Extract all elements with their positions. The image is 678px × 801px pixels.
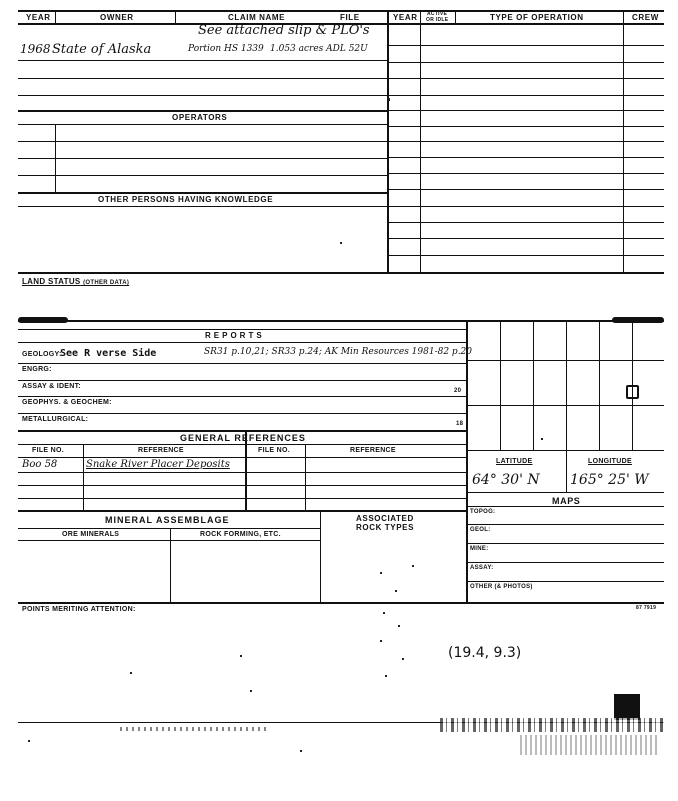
- header-file: FILE: [340, 13, 360, 22]
- maps-geol-label: GEOL:: [470, 527, 491, 533]
- maps-mine-label: MINE:: [470, 546, 489, 552]
- scan-noise-band-3: [520, 735, 660, 755]
- ref-reference-header-2: REFERENCE: [350, 447, 396, 454]
- ref-file-no-header: FILE NO.: [32, 447, 64, 454]
- rock-forming-header: ROCK FORMING, ETC.: [200, 531, 281, 538]
- owner-name: State of Alaska: [52, 42, 152, 57]
- header-or-idle: OR IDLE: [426, 17, 449, 23]
- associated-heading-line: ASSOCIATED: [356, 514, 414, 523]
- black-square-mark: [614, 694, 640, 720]
- longitude-value: 165° 25' W: [570, 472, 649, 488]
- other-persons-heading: OTHER PERSONS HAVING KNOWLEDGE: [98, 195, 274, 204]
- land-status-label: LAND STATUS (OTHER DATA): [22, 277, 130, 286]
- header-claim-name: CLAIM NAME: [228, 13, 286, 22]
- coordinates-note: (19.4, 9.3): [448, 645, 522, 661]
- header-year: YEAR: [26, 13, 51, 22]
- reports-heading: REPORTS: [205, 331, 265, 340]
- ref-file-no-header-2: FILE NO.: [258, 447, 290, 454]
- mineral-assemblage-heading: MINERAL ASSEMBLAGE: [105, 515, 230, 525]
- operators-heading: OPERATORS: [172, 113, 228, 122]
- geology-references: SR31 p.10,21; SR33 p.24; AK Min Resources 1981-82 p.20: [204, 347, 473, 357]
- points-meriting-label: POINTS MERITING ATTENTION:: [22, 606, 136, 613]
- header-year-2: YEAR: [393, 13, 418, 22]
- owner-year: 1968: [20, 42, 51, 56]
- metallurgical-number: 18: [456, 421, 464, 427]
- form-number: 87 7919: [636, 605, 657, 611]
- ore-minerals-header: ORE MINERALS: [62, 531, 120, 538]
- geology-reverse-side: See R verse Side: [60, 348, 157, 359]
- maps-assay-label: ASSAY:: [470, 565, 494, 571]
- geology-label: GEOLOGY:: [22, 351, 62, 358]
- attached-slip-note: See attached slip & PLO's: [198, 23, 370, 38]
- latitude-value: 64° 30' N: [472, 472, 540, 488]
- metallurgical-label: METALLURGICAL:: [22, 416, 89, 423]
- assay-number: 20: [454, 388, 462, 394]
- header-owner: OWNER: [100, 13, 134, 22]
- geophys-label: GEOPHYS. & GEOCHEM:: [22, 399, 112, 406]
- scan-noise-band: [440, 718, 664, 732]
- scan-noise-band-2: [120, 727, 270, 731]
- general-references-heading: GENERAL REFERENCES: [180, 433, 306, 443]
- ref-entry-reference: Snake River Placer Deposits: [86, 459, 230, 470]
- header-active: ACTIVE: [427, 11, 448, 17]
- longitude-label: LONGITUDE: [588, 458, 632, 465]
- header-crew: CREW: [632, 13, 659, 22]
- maps-other-label: OTHER (& PHOTOS): [470, 584, 533, 590]
- ref-reference-header: REFERENCE: [138, 447, 184, 454]
- header-type-of-operation: TYPE OF OPERATION: [490, 13, 584, 22]
- claim-name-entry: Portion HS 1339: [188, 44, 264, 54]
- grid-location-mark: [626, 385, 639, 399]
- engrg-label: ENGRG:: [22, 366, 52, 373]
- maps-topog-label: TOPOG:: [470, 509, 496, 515]
- maps-heading: MAPS: [552, 496, 581, 506]
- file-entry: 1.053 acres ADL 52U: [270, 44, 368, 54]
- latitude-label: LATITUDE: [496, 458, 533, 465]
- assay-label: ASSAY & IDENT:: [22, 383, 82, 390]
- ref-entry-file: Boo 58: [22, 459, 58, 470]
- rock-types-heading-line: ROCK TYPES: [356, 523, 415, 532]
